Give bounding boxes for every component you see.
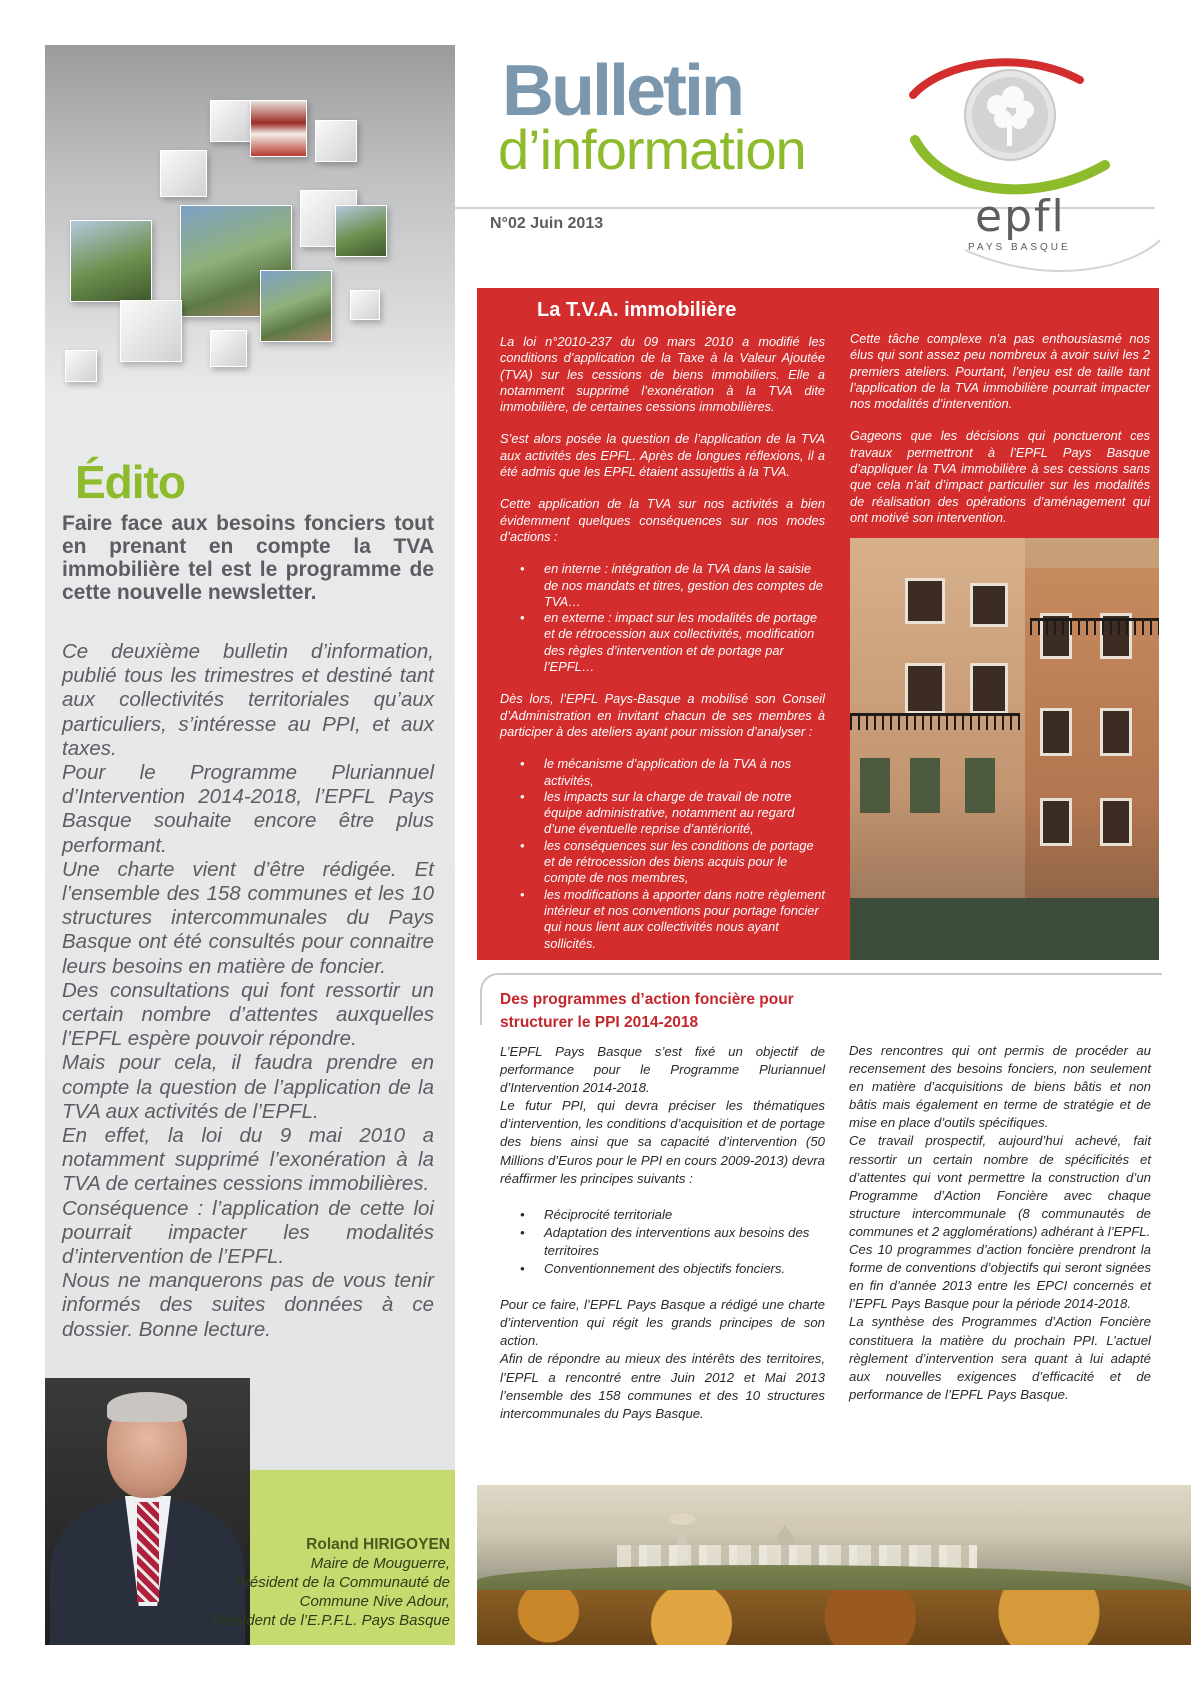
programmes-column-left xyxy=(500,1043,825,1423)
programmes-paragraph: Des rencontres qui ont permis de procéder au recensement des besoins fonciers, non seulement en matière d’acquisitions de biens bâtis et non bâtis mais également en terme de stratégie et de mise en place d’outils spécifiques. xyxy=(849,1043,1151,1131)
list-item: • Réciprocité territoriale xyxy=(544,1206,825,1224)
programmes-paragraph: Le futur PPI, qui devra préciser les thématiques d’intervention, les conditions d’acquisition et de portage des biens ainsi que sa capacité d’intervention (50 Millions d’Euros pour le PPI en cours 2009-2013) devra réaffirmer les principes suivants : xyxy=(500,1098,825,1186)
programmes-paragraph: L’EPFL Pays Basque s’est fixé un objectif de performance pour le Programme Pluriannuel d’Intervention 2014-2018. xyxy=(500,1044,825,1096)
logo-subtitle: PAYS BASQUE xyxy=(968,242,1071,253)
list-item: • le mécanisme d’application de la TVA à nos activités, xyxy=(544,756,825,789)
tva-consequences-list xyxy=(500,561,825,675)
tva-paragraph: Dès lors, l’EPFL Pays-Basque a mobilisé son Conseil d’Administration en invitant chacun de ses membres à participer à des ateliers ayant pour mission d’analyser : xyxy=(500,691,825,739)
tva-paragraph: S’est alors posée la question de l’application de la TVA aux activités des EPFL. Après de longues réflexions, il a été admis que les EPFL étaient assujettis à la TVA. xyxy=(500,431,825,480)
signature-role: Président de la Communauté de xyxy=(234,1574,450,1591)
programmes-paragraph: Afin de répondre au mieux des intérêts des territoires, l’EPFL a rencontré entre Juin 2012 et Mai 2013 l’ensemble des 158 communes et des 10 structures intercommunales du Pays Basque. xyxy=(500,1351,825,1421)
edito-paragraph: Pour le Programme Pluriannuel d’Intervention 2014-2018, l’EPFL Pays Basque souhaite encore être plus performant. xyxy=(62,761,434,857)
tva-title: La T.V.A. immobilière xyxy=(537,299,737,321)
cubes-illustration xyxy=(60,90,440,420)
list-item: • les impacts sur la charge de travail de notre équipe administrative, notamment au regard d’une éventuelle reprise d’antériorité, xyxy=(544,789,825,838)
programmes-paragraph: Ces 10 programmes d’action foncière prendront la forme de conventions d’objectifs qui seront signées en fin d’année 2013 entre les EPCI concernés et l’EPFL Pays Basque pour la période 2014-2018. xyxy=(849,1242,1151,1312)
building-photo xyxy=(850,538,1159,960)
programmes-column-right xyxy=(849,1042,1151,1404)
tva-paragraph: La loi n°2010-237 du 09 mars 2010 a modifié les conditions d’application de la Taxe à la Valeur Ajoutée (TVA) sur les cessions de biens immobiliers. Elle a notamment supprimé l’exonération à la TVA dite immobilière, de certaines cessions immobilières. xyxy=(500,334,825,415)
edito-paragraph: Ce deuxième bulletin d’information, publié tous les trimestres et destiné tant aux collectivités territoriales qu’aux particuliers, s’intéresse au PPI, et aux taxes. xyxy=(62,640,434,760)
signature xyxy=(190,1535,450,1630)
tva-paragraph: Gageons que les décisions qui ponctueront ces travaux permettront à l’EPFL Pays Basque d’appliquer la TVA immobilière à ses cessions sans que cela n’ait d’impact particulier sur les modalités de réalisation des opérations d’aménagement qui ont motivé son intervention. xyxy=(850,428,1150,525)
edito-paragraph: En effet, la loi du 9 mai 2010 a notamment supprimé l’exonération à la TVA de certaines cessions immobilières. xyxy=(62,1124,434,1196)
bulletin-title: Bulletin xyxy=(502,51,742,131)
landscape-photo xyxy=(477,1485,1191,1645)
tva-column-right xyxy=(850,331,1150,542)
tva-column-left xyxy=(500,334,825,968)
programmes-title: Des programmes d’action foncière pour structurer le PPI 2014-2018 xyxy=(500,991,794,1031)
edito-lead: Faire face aux besoins fonciers tout en prenant en compte la TVA immobilière tel est le programme de cette nouvelle newsletter. xyxy=(62,512,434,604)
edito-paragraph: Mais pour cela, il faudra prendre en compte la question de l’application de la TVA aux activités de l’EPFL. xyxy=(62,1051,434,1123)
edito-title: Édito xyxy=(75,456,185,508)
tva-analysis-list xyxy=(500,756,825,952)
signature-role: Commune Nive Adour, xyxy=(299,1593,450,1610)
tva-paragraph: Cette tâche complexe n’a pas enthousiasmé nos élus qui sont assez peu nombreux à avoir suivi les 2 premiers ateliers. Pourtant, l’enjeu est de taille tant l’application de la TVA immobilière pourrait impacter nos modalités d’intervention. xyxy=(850,331,1150,412)
signature-role: Maire de Mouguerre, xyxy=(310,1555,450,1572)
bulletin-subtitle: d’information xyxy=(498,118,806,181)
edito-paragraph: Conséquence : l’application de cette loi pourrait impacter les modalités d’intervention de l’EPFL. xyxy=(62,1196,434,1269)
programmes-paragraph: La synthèse des Programmes d’Action Foncière constituera la matière du prochain PPI. L’actuel règlement d’intervention sera quant à lui adapté aux nouvelles exigences d’efficacité et de performance de l’EPFL Pays Basque. xyxy=(849,1314,1151,1402)
edito-paragraph: Une charte vient d’être rédigée. Et l’ensemble des 158 communes et les 10 structures intercommunales du Pays Basque ont été consultés pour connaitre leurs besoins en matière de foncier. xyxy=(62,857,434,978)
logo-wordmark: epfl xyxy=(975,191,1066,242)
programmes-paragraph: Pour ce faire, l’EPFL Pays Basque a rédigé une charte d’intervention qui régit les grands principes de son action. xyxy=(500,1297,825,1349)
signature-role: Président de l’E.P.F.L. Pays Basque xyxy=(212,1612,450,1629)
edito-body xyxy=(62,640,434,1342)
list-item: • les modifications à apporter dans notre règlement intérieur et nos conventions pour portage foncier qui nous lient aux collectivités nous ayant sollicités. xyxy=(544,887,825,952)
list-item: • en interne : intégration de la TVA dans la saisie de nos mandats et titres, gestion des comptes de TVA… xyxy=(544,561,825,610)
signature-name: Roland HIRIGOYEN xyxy=(306,1536,450,1553)
programmes-paragraph: Ce travail prospectif, aujourd’hui achevé, fait ressortir un certain nombre de spécificités et d’attentes qui vont permettre la construction d’un Programme d’Action Foncière avec chaque structure intercommunale (8 communautés de communes et 2 agglomérations) adhérant à l’EPFL. xyxy=(849,1133,1151,1239)
list-item: • en externe : impact sur les modalités de portage et de rétrocession aux collectivités, modification des règles d’intervention et de portage par l’EPFL… xyxy=(544,610,825,675)
edito-paragraph: Des consultations qui font ressortir un certain nombre d’attentes auxquelles l’EPFL espère pouvoir répondre. xyxy=(62,978,434,1051)
list-item: • Conventionnement des objectifs fonciers. xyxy=(544,1260,825,1278)
list-item: • Adaptation des interventions aux besoins des territoires xyxy=(544,1224,825,1260)
list-item: • les conséquences sur les conditions de portage et de rétrocession des biens acquis pour le compte de nos membres, xyxy=(544,838,825,887)
issue-number: N°02 Juin 2013 xyxy=(490,215,604,232)
principles-list xyxy=(500,1206,825,1278)
edito-paragraph: Nous ne manquerons pas de vous tenir informés des suites données à ce dossier. Bonne lecture. xyxy=(62,1269,434,1341)
tva-paragraph: Cette application de la TVA sur nos activités a bien évidemment quelques conséquences sur nos modes d’actions : xyxy=(500,496,825,544)
